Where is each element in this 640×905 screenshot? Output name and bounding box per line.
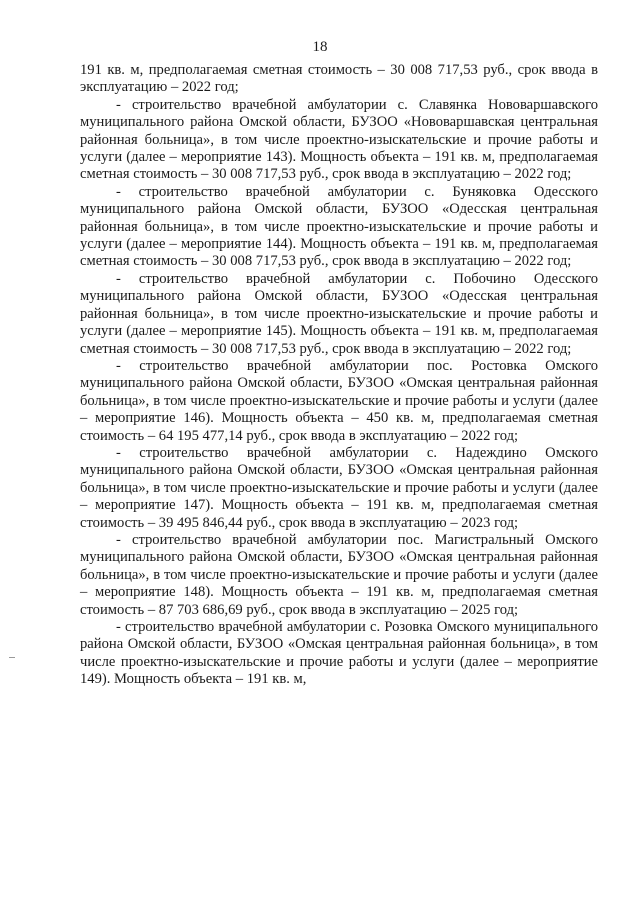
paragraph-item-144: - строительство врачебной амбулатории с. Буняковка Одесского муниципального района Омской области, БУЗОО «Одесская центральная районная больница», в том числе проектно-изыскательские и прочие работы и услуги (далее – мероприятие 144). Мощность объекта – 191 кв. м, предполагаемая сметная стоимость – 30 008 717,53 руб., срок ввода в эксплуатацию – 2022 год;: [80, 183, 598, 270]
margin-mark: [9, 657, 15, 658]
document-body: [80, 62, 598, 689]
paragraph-item-146: - строительство врачебной амбулатории пос. Ростовка Омского муниципального района Омской области, БУЗОО «Омская центральная районная больница», в том числе проектно-изыскательские и прочие работы и услуги (далее – мероприятие 146). Мощность объекта – 450 кв. м, предполагаемая сметная стоимость – 64 195 477,14 руб., срок ввода в эксплуатацию – 2022 год;: [80, 357, 598, 444]
paragraph-item-147: - строительство врачебной амбулатории с. Надеждино Омского муниципального района Омской области, БУЗОО «Омская центральная районная больница», в том числе проектно-изыскательские и прочие работы и услуги (далее – мероприятие 147). Мощность объекта – 191 кв. м, предполагаемая сметная стоимость – 39 495 846,44 руб., срок ввода в эксплуатацию – 2023 год;: [80, 444, 598, 531]
paragraph-item-145: - строительство врачебной амбулатории с. Побочино Одесского муниципального района Омской области, БУЗОО «Одесская центральная районная больница», в том числе проектно-изыскательские и прочие работы и услуги (далее – мероприятие 145). Мощность объекта – 191 кв. м, предполагаемая сметная стоимость – 30 008 717,53 руб., срок ввода в эксплуатацию – 2022 год;: [80, 270, 598, 357]
paragraph-item-149: - строительство врачебной амбулатории с. Розовка Омского муниципального района Омской области, БУЗОО «Омская центральная районная больница», в том числе проектно-изыскательские и прочие работы и услуги (далее – мероприятие 149). Мощность объекта – 191 кв. м,: [80, 619, 598, 688]
paragraph-item-148: - строительство врачебной амбулатории пос. Магистральный Омского муниципального района Омской области, БУЗОО «Омская центральная районная больница», в том числе проектно-изыскательские и прочие работы и услуги (далее – мероприятие 148). Мощность объекта – 191 кв. м, предполагаемая сметная стоимость – 87 703 686,69 руб., срок ввода в эксплуатацию – 2025 год;: [80, 531, 598, 618]
page-number: 18: [312, 39, 328, 55]
paragraph-continuation: 191 кв. м, предполагаемая сметная стоимость – 30 008 717,53 руб., срок ввода в эксплуатацию – 2022 год;: [80, 62, 598, 96]
paragraph-item-143: - строительство врачебной амбулатории с. Славянка Нововаршавского муниципального района Омской области, БУЗОО «Нововаршавская центральная районная больница», в том числе проектно-изыскательские и прочие работы и услуги (далее – мероприятие 143). Мощность объекта – 191 кв. м, предполагаемая сметная стоимость – 30 008 717,53 руб., срок ввода в эксплуатацию – 2022 год;: [80, 96, 598, 183]
